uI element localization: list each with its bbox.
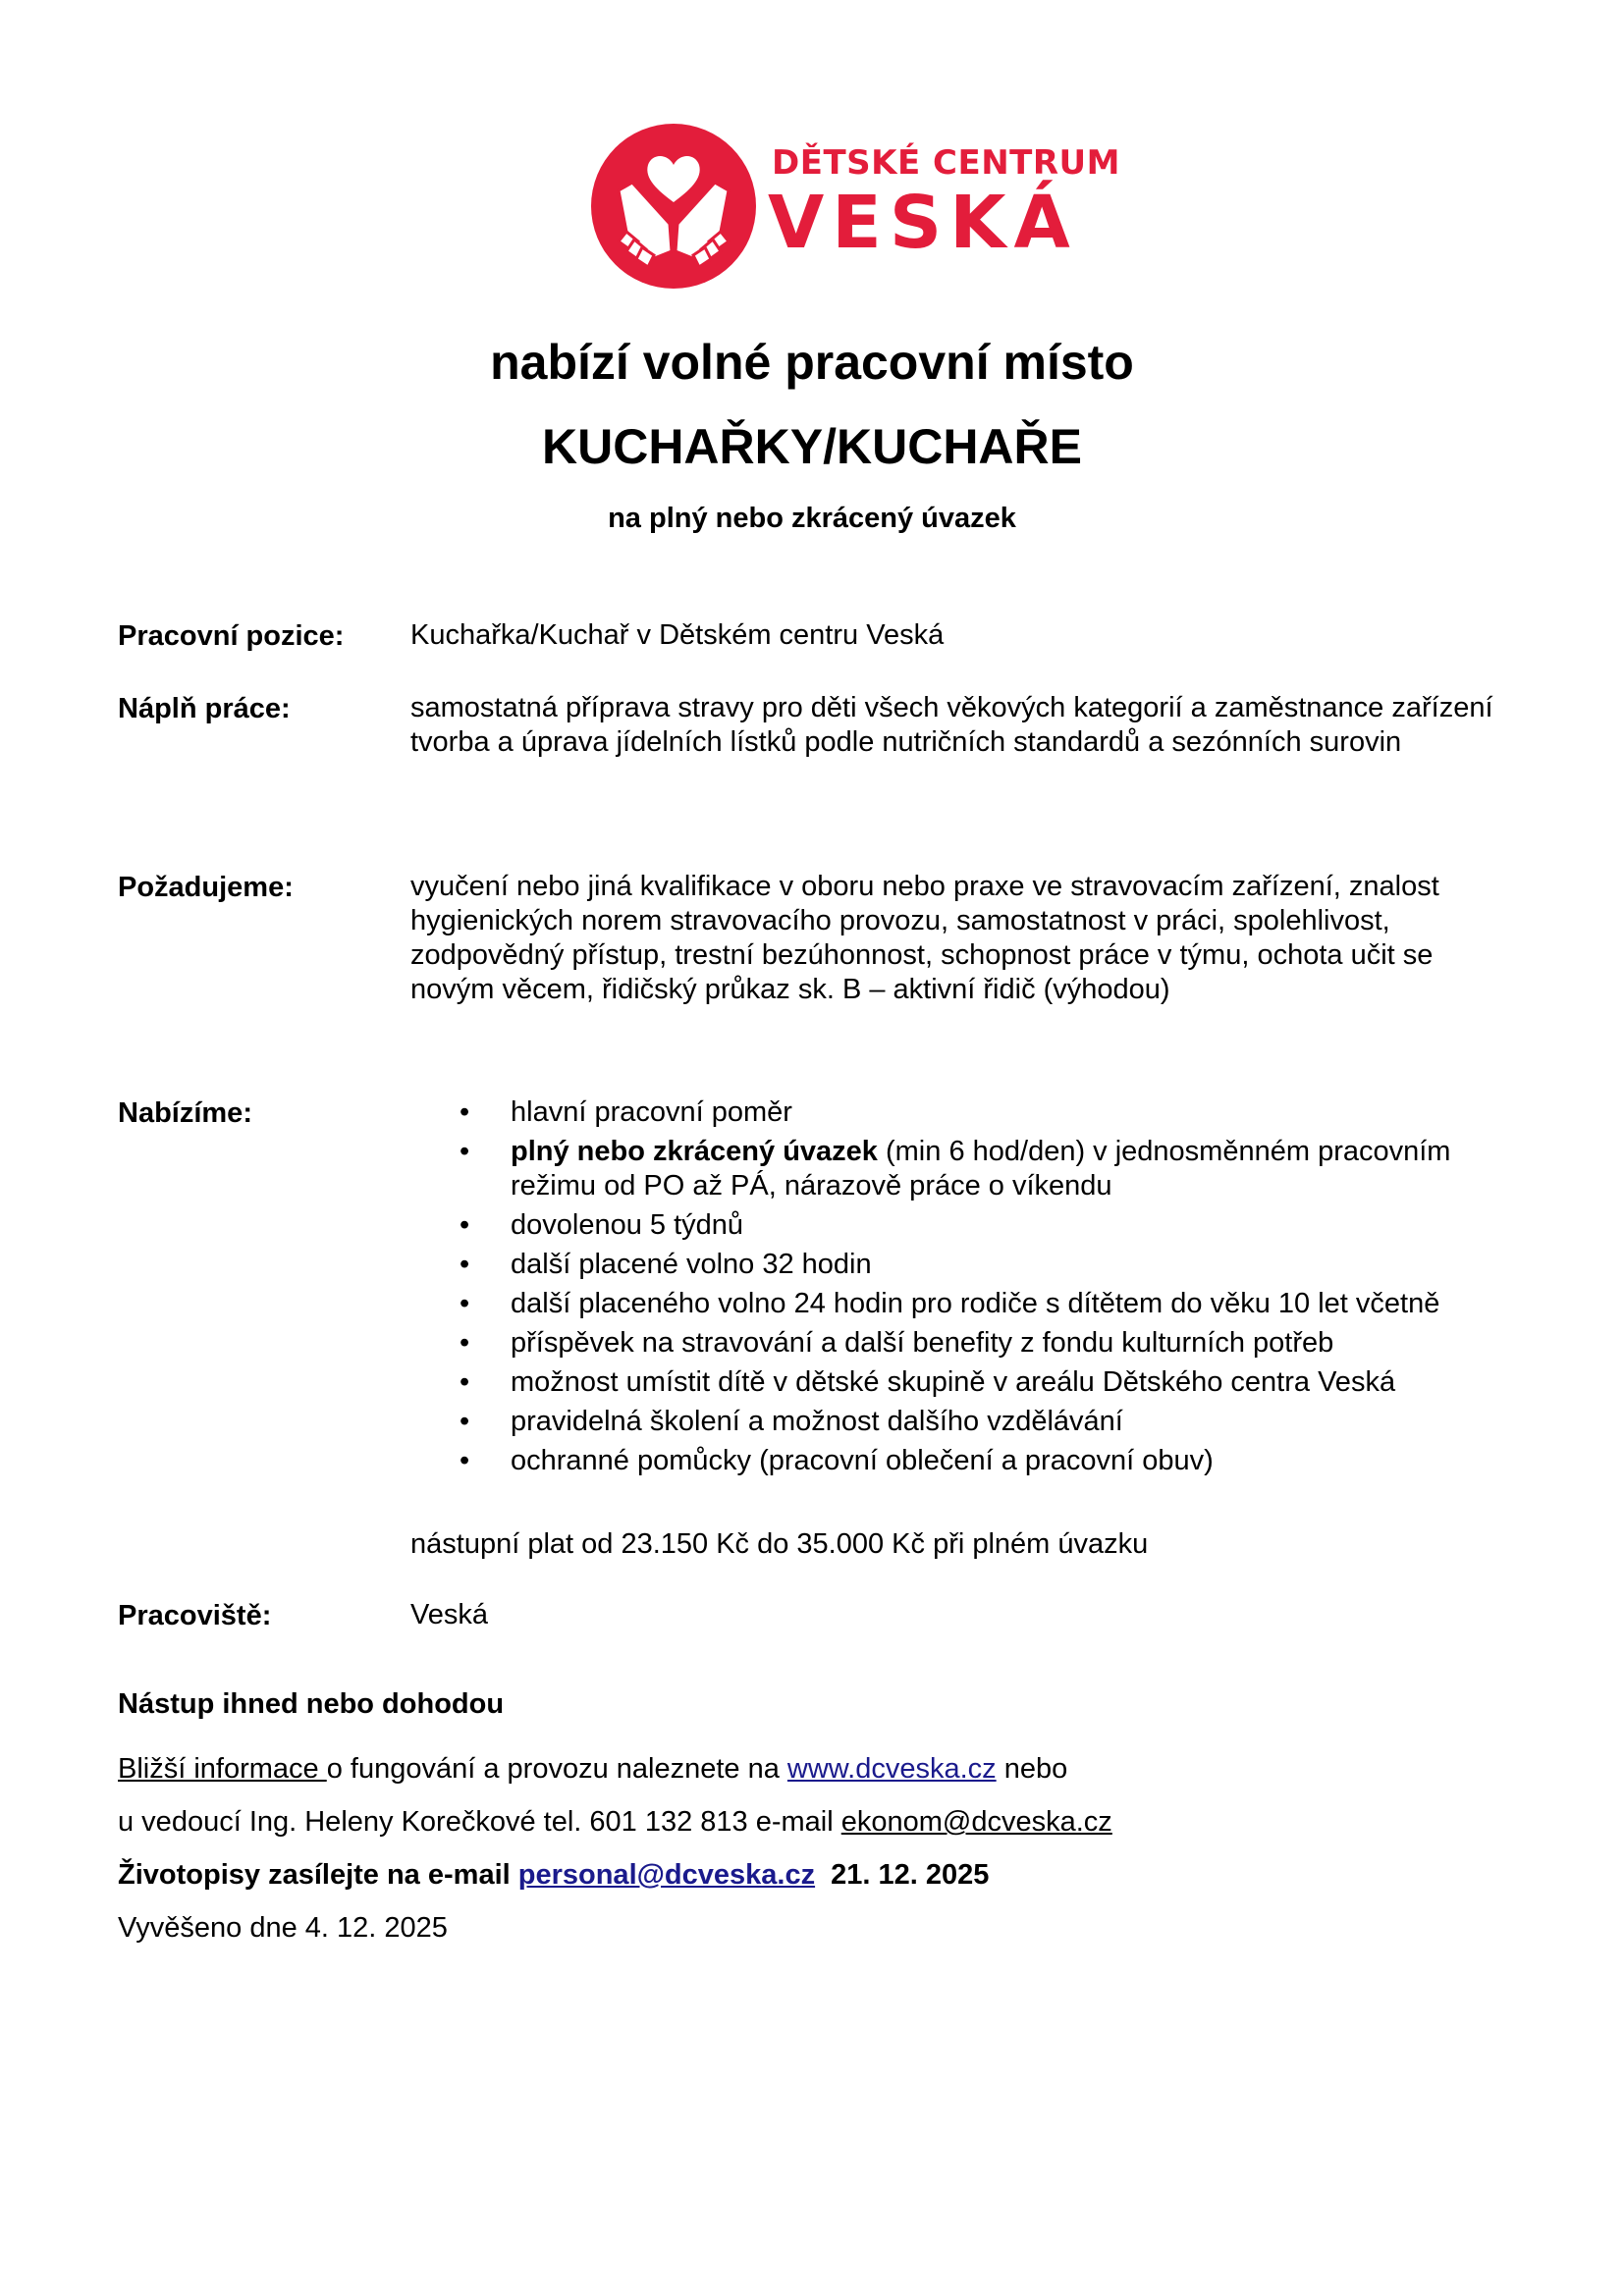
list-item: • plný nebo zkrácený úvazek (min 6 hod/den) v jednosměnném pracovním režimu od PO až PÁ, nárazově práce o víkendu [460, 1136, 1451, 1201]
cv-email-link[interactable]: personal@dcveska.cz [517, 1859, 816, 1891]
duties-line-2: tvorba a úprava jídelních lístků podle nutričních standardů a sezónních surovin [410, 726, 1402, 758]
contact-email-link[interactable]: ekonom@dcveska.cz [840, 1806, 1112, 1838]
list-item: • další placené volno 32 hodin [460, 1249, 872, 1280]
logo-subtitle: DĚTSKÉ CENTRUM [772, 143, 1120, 183]
heading-job-title: KUCHAŘKY/KUCHAŘE [542, 419, 1082, 474]
offer-list [410, 1095, 1540, 1483]
list-item: • příspěvek na stravování a další benefity z fondu kulturních potřeb [460, 1327, 1334, 1359]
salary-text: nástupní plat od 23.150 Kč do 35.000 Kč při plném úvazku [410, 1528, 1149, 1560]
heart-hands-icon [589, 122, 758, 291]
requirements-text: vyučení nebo jiná kvalifikace v oboru nebo praxe ve stravovacím zařízení, znalost hygienických norem stravovacího provozu, samostatnost v práci, spolehlivost, zodpovědný přístup, trestní bezúhonnost, schopnost práce v týmu, ochota učit se novým věcem, řidičský průkaz sk. B – aktivní řidič (výhodou) [410, 871, 1439, 1005]
contact-line: u vedoucí Ing. Heleny Korečkové tel. 601 132 813 e-mail ekonom@dcveska.cz [118, 1806, 1112, 1838]
position-label: Pracovní pozice: [118, 620, 345, 652]
start-date: Nástup ihned nebo dohodou [118, 1688, 505, 1720]
heading-employment-type: na plný nebo zkrácený úvazek [608, 503, 1016, 534]
list-item: • pravidelná školení a možnost dalšího vzdělávání [460, 1406, 1123, 1437]
list-item: • dovolenou 5 týdnů [460, 1209, 744, 1241]
list-item: • další placeného volno 24 hodin pro rodiče s dítětem do věku 10 let včetně [460, 1288, 1440, 1319]
duties-label: Náplň práce: [118, 693, 291, 724]
requirements-label: Požadujeme: [118, 872, 294, 903]
offer-label: Nabízíme: [118, 1097, 252, 1129]
heading-offer: nabízí volné pracovní místo [490, 335, 1134, 390]
workplace-value: Veská [410, 1599, 488, 1630]
info-line: Bližší informace o fungování a provozu naleznete na www.dcveska.cz nebo [118, 1753, 1068, 1785]
duties-block [410, 691, 1530, 760]
workplace-label: Pracoviště: [118, 1600, 272, 1631]
duties-line-1: samostatná příprava stravy pro děti všech věkových kategorií a zaměstnance zařízení [410, 692, 1493, 723]
info-link[interactable]: Bližší informace [118, 1753, 327, 1785]
website-link[interactable]: www.dcveska.cz [786, 1753, 997, 1785]
position-value: Kuchařka/Kuchař v Dětském centru Veská [410, 619, 945, 651]
cv-line: Životopisy zasílejte na e-mail personal@dcveska.cz 21. 12. 2025 [118, 1859, 990, 1891]
logo [589, 122, 1120, 291]
posted-date: Vyvěšeno dne 4. 12. 2025 [118, 1912, 448, 1944]
list-item: • ochranné pomůcky (pracovní oblečení a pracovní obuv) [460, 1445, 1214, 1476]
list-item: • hlavní pracovní poměr [460, 1096, 792, 1128]
logo-title: VESKÁ [768, 181, 1078, 265]
cv-deadline: 21. 12. 2025 [831, 1859, 990, 1891]
list-item: • možnost umístit dítě v dětské skupině v areálu Dětského centra Veská [460, 1366, 1396, 1398]
